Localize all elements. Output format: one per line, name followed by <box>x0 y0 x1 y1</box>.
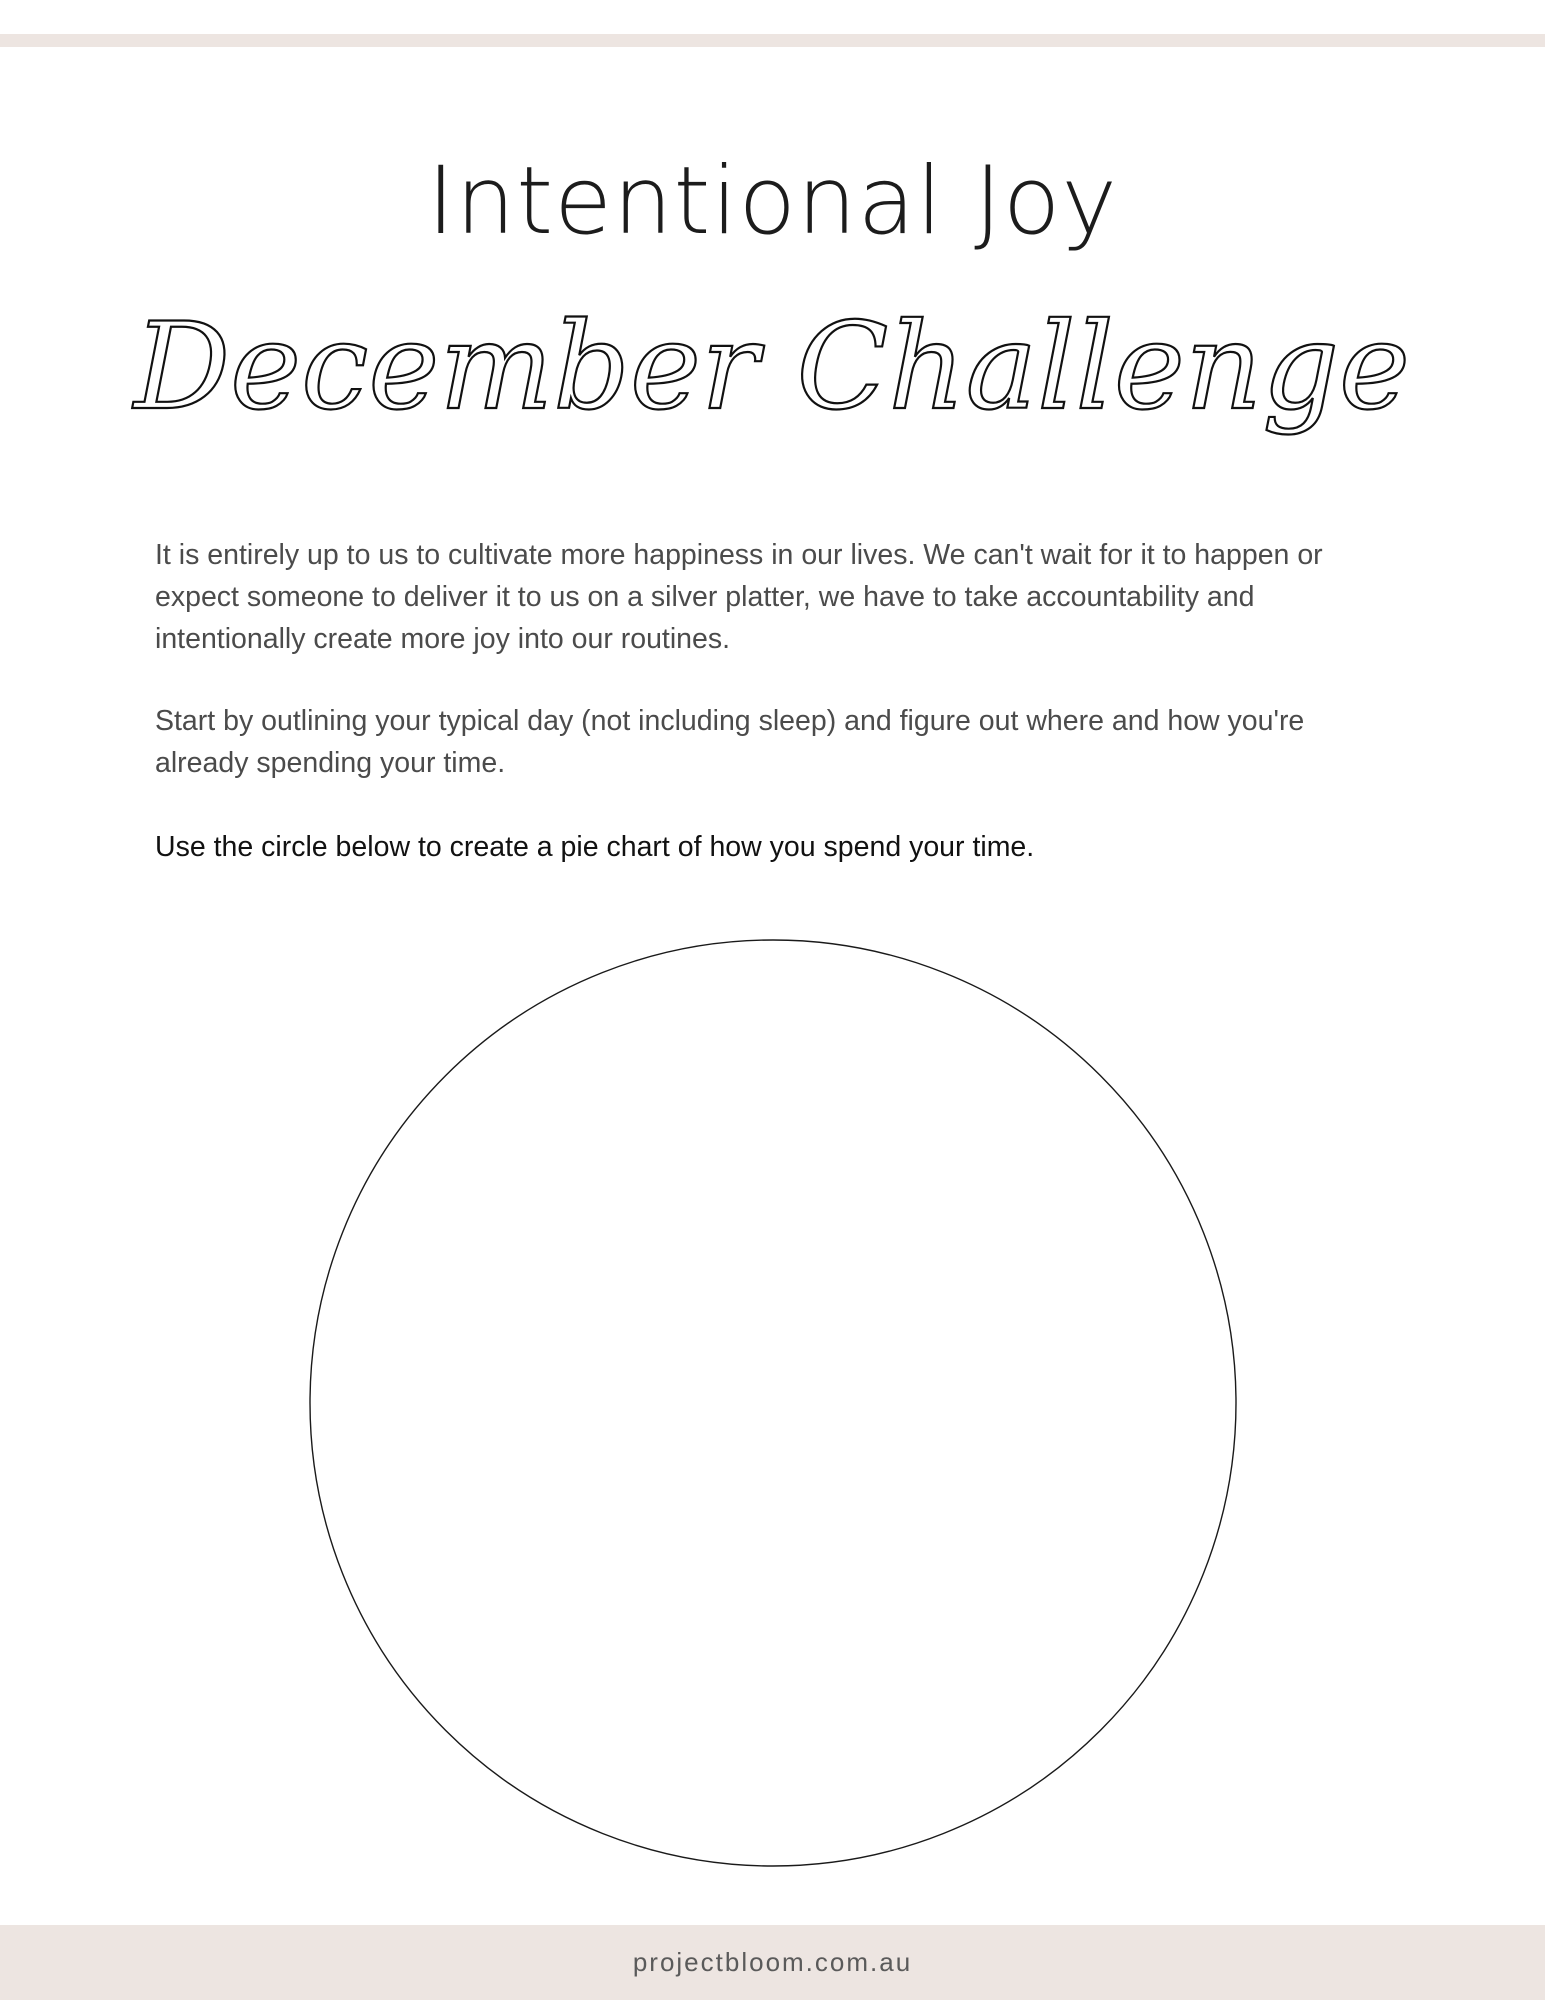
top-accent-bar <box>0 34 1545 47</box>
footer-website: projectbloom.com.au <box>632 1947 913 1977</box>
script-subtitle-text: December Challenge <box>133 298 1411 437</box>
script-subtitle <box>0 258 1545 488</box>
pie-chart-drawing-area <box>308 938 1238 1868</box>
blank-pie-circle <box>310 940 1236 1866</box>
outline-paragraph: Start by outlining your typical day (not including sleep) and figure out where and how you're already spending your time. <box>155 705 1305 779</box>
intro-paragraph: It is entirely up to us to cultivate more happiness in our lives. We can't wait for it to happen or expect someone to deliver it to us on a silver platter, we have to take accountability and intentionally create more joy into our routines. <box>155 539 1323 655</box>
instruction-text: Use the circle below to create a pie chart of how you spend your time. <box>155 831 1035 863</box>
page-title: Intentional Joy <box>426 147 1119 256</box>
